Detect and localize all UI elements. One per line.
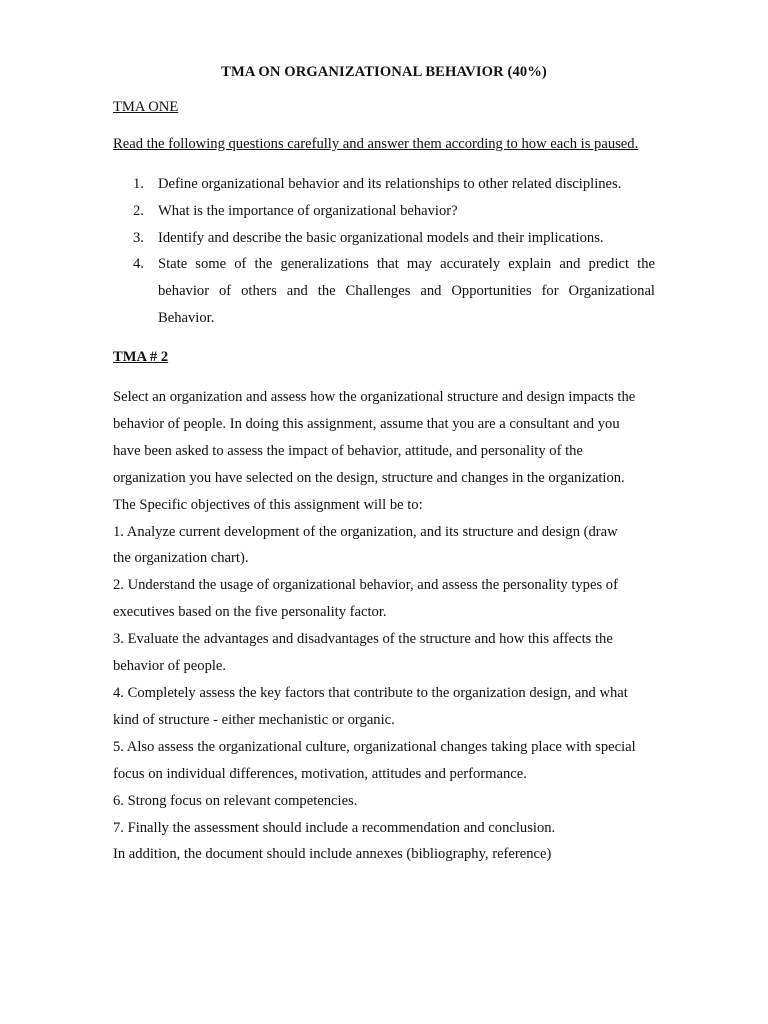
section-heading-tma-2: TMA # 2 xyxy=(113,349,169,365)
question-item xyxy=(113,171,655,198)
body-line: 1. Analyze current development of the organization, and its structure and design (draw xyxy=(113,523,618,540)
question-number: 4. xyxy=(133,256,144,273)
question-text: What is the importance of organizational behavior? xyxy=(158,202,458,219)
question-item xyxy=(113,225,655,252)
body-line: 7. Finally the assessment should include a recommendation and conclusion. xyxy=(113,819,556,836)
body-line: 2. Understand the usage of organizational behavior, and assess the personality types of xyxy=(113,577,618,594)
body-line: The Specific objectives of this assignment will be to: xyxy=(113,496,423,513)
body-line: behavior of people. xyxy=(113,658,227,675)
question-number: 1. xyxy=(133,176,144,192)
body-line: behavior of people. In doing this assignment, assume that you are a consultant and you xyxy=(113,415,620,432)
body-line: the organization chart). xyxy=(113,550,249,567)
question-text: Identify and describe the basic organizational models and their implications. xyxy=(158,229,604,246)
body-line: Select an organization and assess how the organizational structure and design impacts the xyxy=(113,389,636,405)
body-line: In addition, the document should include annexes (bibliography, reference) xyxy=(113,846,552,863)
body-line: 3. Evaluate the advantages and disadvantages of the structure and how this affects the xyxy=(113,631,613,648)
body-line: have been asked to assess the impact of behavior, attitude, and personality of the xyxy=(113,442,583,459)
body-line: 4. Completely assess the key factors that contribute to the organization design, and what xyxy=(113,684,628,701)
body-line: kind of structure - either mechanistic or organic. xyxy=(113,711,395,728)
question-text: State some of the generalizations that may accurately explain and predict the behavior of others and the Challenges and Opportunities for Organizational Behavior. xyxy=(158,256,655,326)
question-item xyxy=(113,198,655,225)
question-text: Define organizational behavior and its relationships to other related disciplines. xyxy=(158,176,622,192)
body-line: organization you have selected on the design, structure and changes in the organization. xyxy=(113,469,625,486)
question-list xyxy=(113,171,655,332)
body-line: 5. Also assess the organizational culture, organizational changes taking place with special xyxy=(113,738,636,755)
document-title: TMA ON ORGANIZATIONAL BEHAVIOR (40%) xyxy=(221,64,547,80)
question-number: 2. xyxy=(133,202,144,219)
assignment-body xyxy=(113,384,673,868)
question-item xyxy=(113,251,655,331)
body-line: executives based on the five personality factor. xyxy=(113,604,387,621)
body-line: focus on individual differences, motivation, attitudes and performance. xyxy=(113,765,527,782)
section-heading-tma-one: TMA ONE xyxy=(113,99,179,115)
instruction-text: Read the following questions carefully and answer them according to how each is paused. xyxy=(113,136,639,152)
body-line: 6. Strong focus on relevant competencies. xyxy=(113,792,358,809)
question-number: 3. xyxy=(133,229,144,246)
